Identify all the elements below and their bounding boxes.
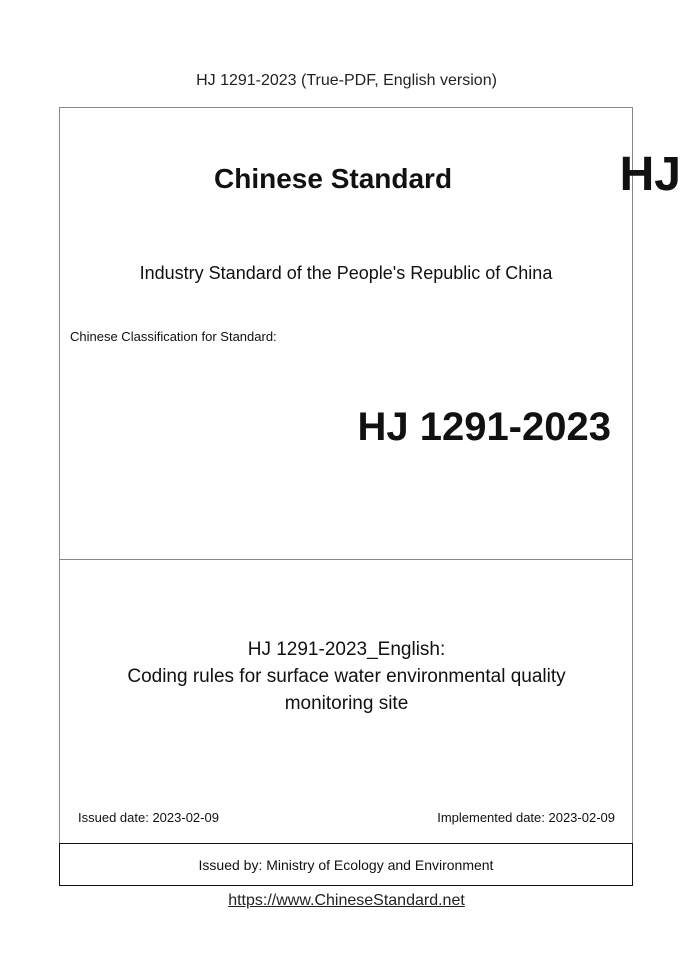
classification-label: Chinese Classification for Standard: (70, 329, 277, 344)
issuer-box (59, 843, 633, 886)
document-header: HJ 1291-2023 (True-PDF, English version) (196, 72, 497, 89)
document-title-line-3: monitoring site (284, 693, 409, 714)
document-title (0, 636, 693, 717)
footer (0, 892, 693, 910)
issued-by: Issued by: Ministry of Ecology and Environment (198, 856, 494, 873)
document-title-line-1: HJ 1291-2023_English: (247, 639, 446, 660)
standard-title: Chinese Standard (214, 163, 453, 194)
document-title-line-2: Coding rules for surface water environmental quality (127, 666, 566, 687)
industry-line: Industry Standard of the People's Republic of China (139, 263, 553, 283)
implemented-date: Implemented date: 2023-02-09 (437, 810, 615, 825)
website-link[interactable]: https://www.ChineseStandard.net (228, 892, 465, 909)
issued-date: Issued date: 2023-02-09 (78, 810, 219, 825)
standard-code-mark: HJ (619, 148, 681, 201)
standard-number: HJ 1291-2023 (357, 405, 611, 449)
